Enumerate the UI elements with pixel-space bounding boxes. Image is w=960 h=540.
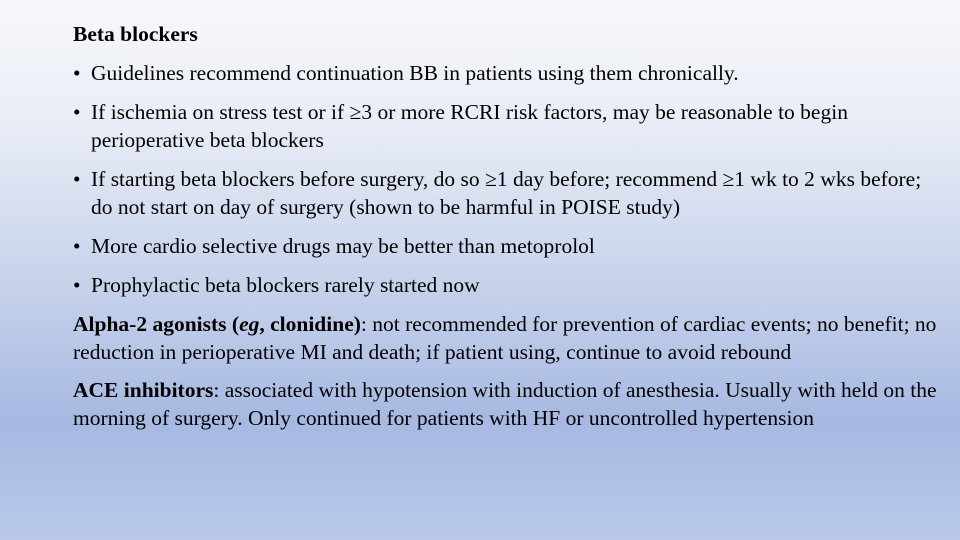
list-item [73,271,948,299]
bullet-text: More cardio selective drugs may be better than metoprolol [91,234,595,258]
bullet-icon: • [73,167,81,191]
alpha-term-eg: eg [239,312,260,336]
bullet-icon: • [73,234,81,258]
alpha-term-close: ) [353,312,361,336]
bullet-text: Guidelines recommend continuation BB in patients using them chronically. [91,61,739,85]
slide-content [73,20,948,442]
alpha-text: : not recommended for prevention of cardiac events; no benefit; no reduction in perioperative MI and death; if patient using, continue to avoid rebound [73,312,937,364]
list-item [73,165,948,221]
bullet-icon: • [73,100,81,124]
bullet-text: Prophylactic beta blockers rarely started now [91,273,480,297]
alpha-term-start: Alpha-2 agonists ( [73,312,240,336]
bullet-icon: • [73,61,81,85]
list-item [73,98,948,154]
ace-term: ACE inhibitors [73,378,214,402]
list-item [73,59,948,87]
bullet-icon: • [73,273,81,297]
beta-blockers-heading: Beta blockers [73,22,198,46]
ace-text: : associated with hypotension with induction of anesthesia. Usually with held on the morning of surgery. Only continued for patients with HF or uncontrolled hypertension [73,378,937,430]
bullet-text: If ischemia on stress test or if ≥3 or more RCRI risk factors, may be reasonable to begin perioperative beta blockers [91,100,848,152]
ace-inhibitors-paragraph [73,376,948,432]
list-item [73,232,948,260]
beta-blockers-list [73,59,948,299]
bullet-text: If starting beta blockers before surgery, do so ≥1 day before; recommend ≥1 wk to 2 wks before; do not start on day of surgery (shown to be harmful in POISE study) [91,167,922,219]
alpha-2-agonists-paragraph [73,310,948,366]
alpha-term-drug: , clonidine [259,312,354,336]
